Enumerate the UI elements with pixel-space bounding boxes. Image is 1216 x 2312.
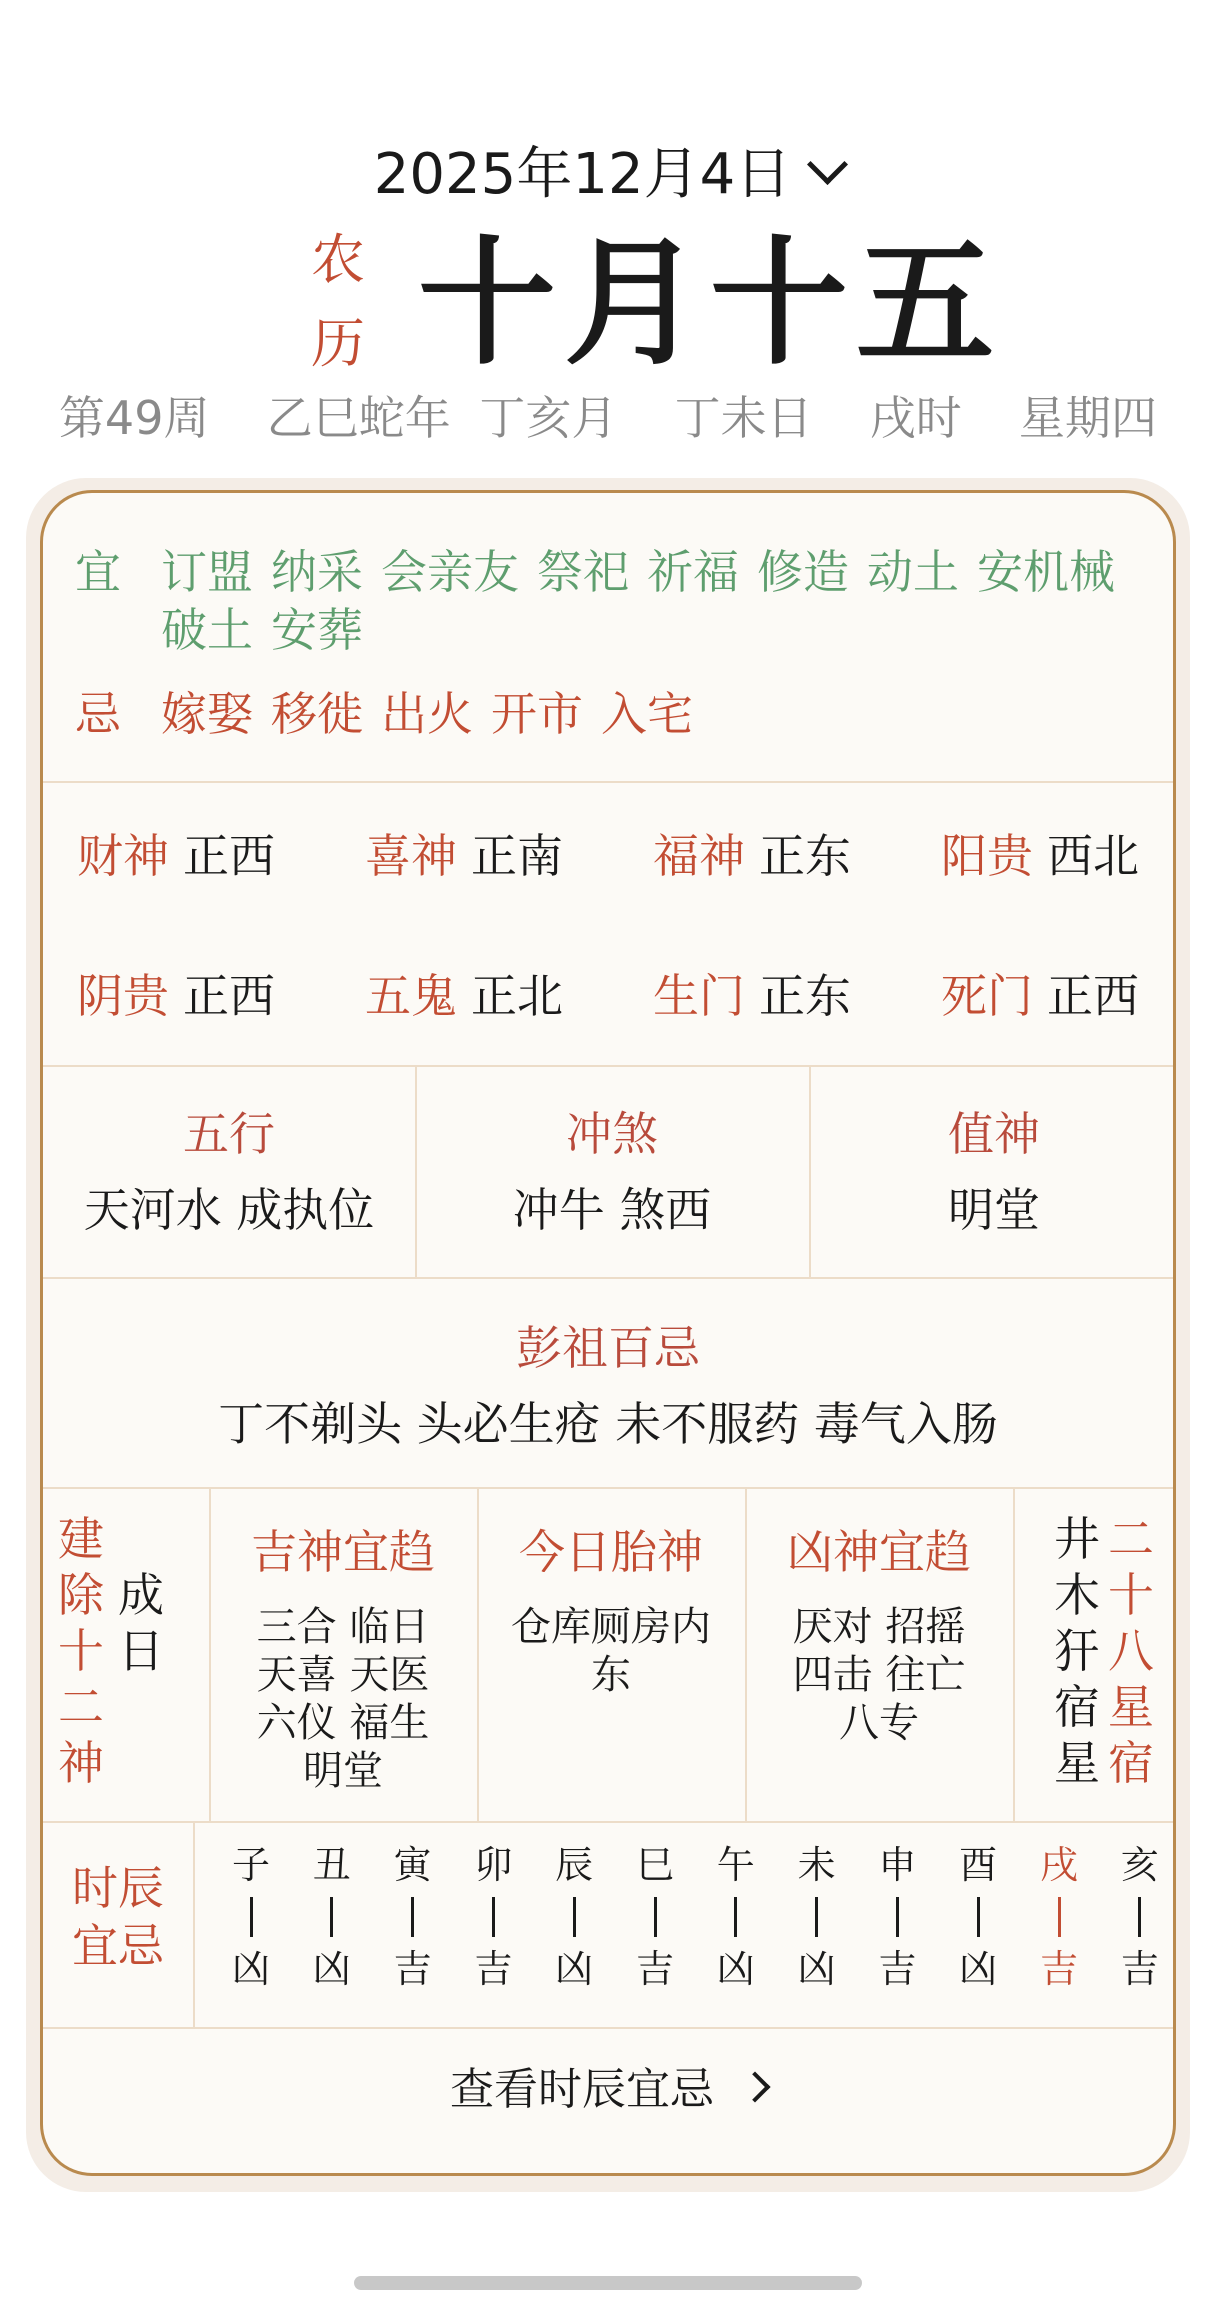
hour-branch: 亥 — [1120, 1843, 1159, 1887]
yi-item: 安葬 — [271, 603, 363, 657]
hour-item — [948, 1839, 1008, 1995]
hour-branch: 丑 — [312, 1843, 351, 1887]
hour-item — [463, 1839, 523, 1995]
hour-item — [1029, 1839, 1089, 1995]
hour-branch: 巳 — [635, 1843, 674, 1887]
ji-item: 嫁娶 — [161, 687, 253, 741]
yi-item: 纳采 — [271, 545, 363, 599]
god-direction: 五鬼 正北 — [365, 969, 563, 1023]
hour-branch: 戌 — [1039, 1843, 1078, 1887]
view-hours-label: 查看时辰宜忌 — [450, 2064, 714, 2115]
hour-connector — [330, 1897, 333, 1937]
lunar-tag-char: 历 — [311, 312, 365, 375]
yi-item: 安机械 — [977, 545, 1115, 599]
hour-item — [383, 1839, 443, 1995]
hour-luck: 凶 — [231, 1947, 270, 1991]
hours-label: 时辰 宜忌 — [72, 1861, 164, 1973]
hour-luck: 凶 — [716, 1947, 755, 1991]
yi-label: 宜 — [75, 545, 121, 599]
ji-item: 开市 — [491, 687, 583, 741]
lunar-tag-char: 农 — [311, 228, 365, 291]
yi-item: 动土 — [867, 545, 959, 599]
hour-luck: 吉 — [1039, 1947, 1078, 1991]
hour-item — [625, 1839, 685, 1995]
god-direction: 喜神 正南 — [365, 829, 563, 883]
hour-item — [221, 1839, 281, 1995]
divider — [43, 2027, 1173, 2029]
xiongshen-list: 厌对 招摇 四击 往亡 八专 — [792, 1604, 966, 1746]
hour-item — [787, 1839, 847, 1995]
pengzu-title: 彭祖百忌 — [516, 1321, 700, 1375]
hour-luck: 吉 — [635, 1947, 674, 1991]
yi-item: 会亲友 — [381, 545, 519, 599]
jianchu-value: 成 日 — [118, 1568, 164, 1678]
hour-connector — [896, 1897, 899, 1937]
date-info: 第49周 乙巳蛇年 丁亥月 丁未日 戌时 星期四 — [58, 391, 1158, 445]
hour-branch: 寅 — [393, 1843, 432, 1887]
ji-item: 出火 — [381, 687, 473, 741]
xiongshen-title: 凶神宜趋 — [787, 1525, 971, 1579]
hour-branch: 酉 — [959, 1843, 998, 1887]
hour-connector — [1058, 1897, 1061, 1937]
chevron-right-icon — [739, 2071, 770, 2102]
hour-connector — [977, 1897, 980, 1937]
lunar-date: 十月十五 — [418, 223, 1003, 384]
hour-connector — [1138, 1897, 1141, 1937]
chevron-down-icon — [807, 144, 848, 185]
yi-list — [161, 543, 1161, 659]
xiu-value: 井 木 犴 宿 星 — [1054, 1512, 1100, 1790]
hour-item — [1110, 1839, 1170, 1995]
yi-item: 修造 — [757, 545, 849, 599]
god-direction: 死门 正西 — [941, 969, 1139, 1023]
hour-item — [867, 1839, 927, 1995]
jishen-list: 三合 临日 天喜 天医 六仪 福生 明堂 — [256, 1604, 430, 1794]
hour-luck: 凶 — [797, 1947, 836, 1991]
hour-connector — [654, 1897, 657, 1937]
god-direction: 阳贵 西北 — [941, 829, 1139, 883]
god-direction: 财神 正西 — [77, 829, 275, 883]
xiu-label: 二 十 八 星 宿 — [1108, 1512, 1154, 1790]
hour-luck: 吉 — [474, 1947, 513, 1991]
ji-item: 入宅 — [601, 687, 693, 741]
god-direction: 福神 正东 — [653, 829, 851, 883]
hour-branch: 辰 — [555, 1843, 594, 1887]
hour-connector — [573, 1897, 576, 1937]
almanac-card — [40, 490, 1176, 2176]
hour-item — [302, 1839, 362, 1995]
zhishen-title: 值神 — [948, 1107, 1040, 1161]
hour-branch: 子 — [231, 1843, 270, 1887]
hour-connector — [734, 1897, 737, 1937]
divider — [43, 1277, 1173, 1279]
date-selector[interactable] — [0, 140, 1216, 210]
chongsha-value: 冲牛 煞西 — [512, 1183, 712, 1237]
yi-item: 祈福 — [647, 545, 739, 599]
divider — [43, 1821, 1173, 1823]
divider — [43, 1487, 1173, 1489]
wuxing-value: 天河水 成执位 — [83, 1183, 375, 1237]
jianchu-label: 建 除 十 二 神 — [58, 1512, 104, 1790]
wuxing-title: 五行 — [183, 1107, 275, 1161]
yi-item: 破土 — [161, 603, 253, 657]
yi-item: 订盟 — [161, 545, 253, 599]
yi-item: 祭祀 — [537, 545, 629, 599]
hour-branch: 未 — [797, 1843, 836, 1887]
hour-connector — [250, 1897, 253, 1937]
chongsha-title: 冲煞 — [566, 1107, 658, 1161]
view-hours-button[interactable] — [43, 2061, 1173, 2119]
hour-item — [544, 1839, 604, 1995]
taishen-list: 仓库厕房内 东 — [511, 1604, 711, 1698]
hour-luck: 吉 — [1120, 1947, 1159, 1991]
taishen-title: 今日胎神 — [519, 1525, 703, 1579]
hour-luck: 凶 — [555, 1947, 594, 1991]
god-direction: 阴贵 正西 — [77, 969, 275, 1023]
zhishen-value: 明堂 — [948, 1183, 1040, 1237]
lunar-tag — [308, 218, 368, 386]
hour-luck: 凶 — [312, 1947, 351, 1991]
ji-item: 移徙 — [271, 687, 363, 741]
divider — [43, 781, 1173, 783]
ji-label: 忌 — [75, 687, 121, 741]
hour-branch: 午 — [716, 1843, 755, 1887]
god-direction: 生门 正东 — [653, 969, 851, 1023]
pengzu-value: 丁不剃头 头必生疮 未不服药 毒气入肠 — [218, 1397, 998, 1451]
hour-item — [706, 1839, 766, 1995]
hour-luck: 凶 — [959, 1947, 998, 1991]
hour-connector — [492, 1897, 495, 1937]
hour-connector — [815, 1897, 818, 1937]
hour-branch: 申 — [878, 1843, 917, 1887]
hour-connector — [411, 1897, 414, 1937]
hour-luck: 吉 — [878, 1947, 917, 1991]
hour-luck: 吉 — [393, 1947, 432, 1991]
jishen-title: 吉神宜趋 — [251, 1525, 435, 1579]
home-indicator[interactable] — [354, 2276, 862, 2290]
divider — [43, 1065, 1173, 1067]
solar-date: 2025年12月4日 — [373, 142, 792, 207]
hour-branch: 卯 — [474, 1843, 513, 1887]
ji-list — [161, 685, 1161, 743]
